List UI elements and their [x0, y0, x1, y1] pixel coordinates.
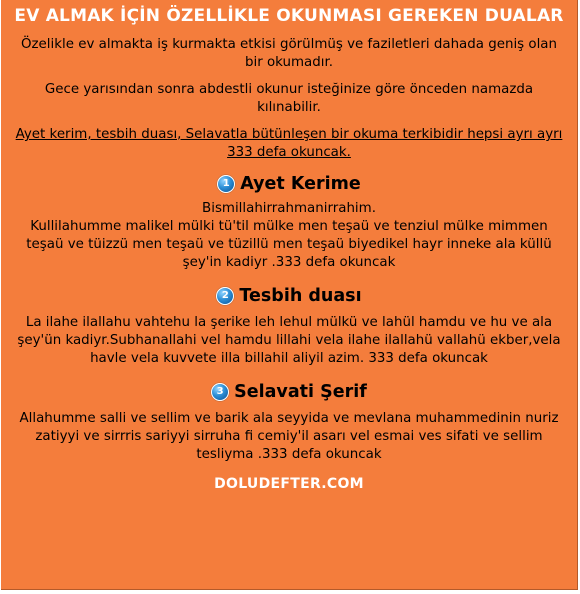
section-line: Bismillahirrahmanirrahim.: [202, 201, 376, 216]
section-heading-label: Selavati Şerif: [234, 382, 367, 402]
numbered-circle-icon: 3: [211, 383, 229, 401]
intro-paragraph-1: Özelikle ev almakta iş kurmakta etkisi görülmüş ve faziletleri dahada geniş olan bir okumadır.: [20, 37, 558, 70]
section-heading-label: Tesbih duası: [239, 286, 362, 306]
intro-paragraph-3: Ayet kerim, tesbih duası, Selavatla bütünleşen bir okuma terkibidir hepsi ayrı ayrı 333 defa okuncak.: [15, 127, 563, 160]
content-panel: [1, 0, 578, 590]
section-body-ayet-kerime: [13, 200, 565, 272]
section-body-selavati-serif: [13, 410, 565, 464]
intro-paragraph-2: Gece yarısından sonra abdestli okunur isteğinize göre önceden namazda kılınabilir.: [44, 82, 534, 115]
page-title: EV ALMAK İÇİN ÖZELLİKLE OKUNMASI GEREKEN DUALAR: [14, 6, 564, 26]
numbered-circle-icon: 2: [216, 287, 234, 305]
section-heading-label: Ayet Kerime: [240, 174, 361, 194]
section-line: La ilahe ilallahu vahtehu la şerike leh lehul mülkü ve lahül hamdu ve hu ve ala şey'ün kadiyr.Subhanallahi vel hamdu lillahi vela ilahe ilallahü vallahü ekber,vela havle vela kuvvete illa billahil aliyil azim. 333 defa okuncak: [17, 315, 561, 366]
numbered-circle-icon: 1: [217, 175, 235, 193]
footer-site-name: DOLUDEFTER.COM: [214, 476, 364, 492]
section-line: Allahumme salli ve sellim ve barik ala seyyida ve mevlana muhammedinin nuriz zatiyyi ve sirrris sariyyi sirruha fi cemiy'il asarı vel esmai ves sifati ve sellim tesliyma .333 defa okuncak: [19, 411, 559, 462]
section-heading-tesbih-duasi: [13, 284, 565, 308]
section-line: Kullilahumme malikel mülki tü'til mülke men teşaü ve tenziul mülke mimmen teşaü ve tüizzü men teşaü ve tüzillü men teşaü biyedikel hayr inneke ala küllü şey'in kadiyr .333 defa okuncak: [26, 219, 552, 270]
section-heading-selavati-serif: [13, 380, 565, 404]
section-heading-ayet-kerime: [13, 172, 565, 196]
section-body-tesbih-duasi: [13, 314, 565, 368]
